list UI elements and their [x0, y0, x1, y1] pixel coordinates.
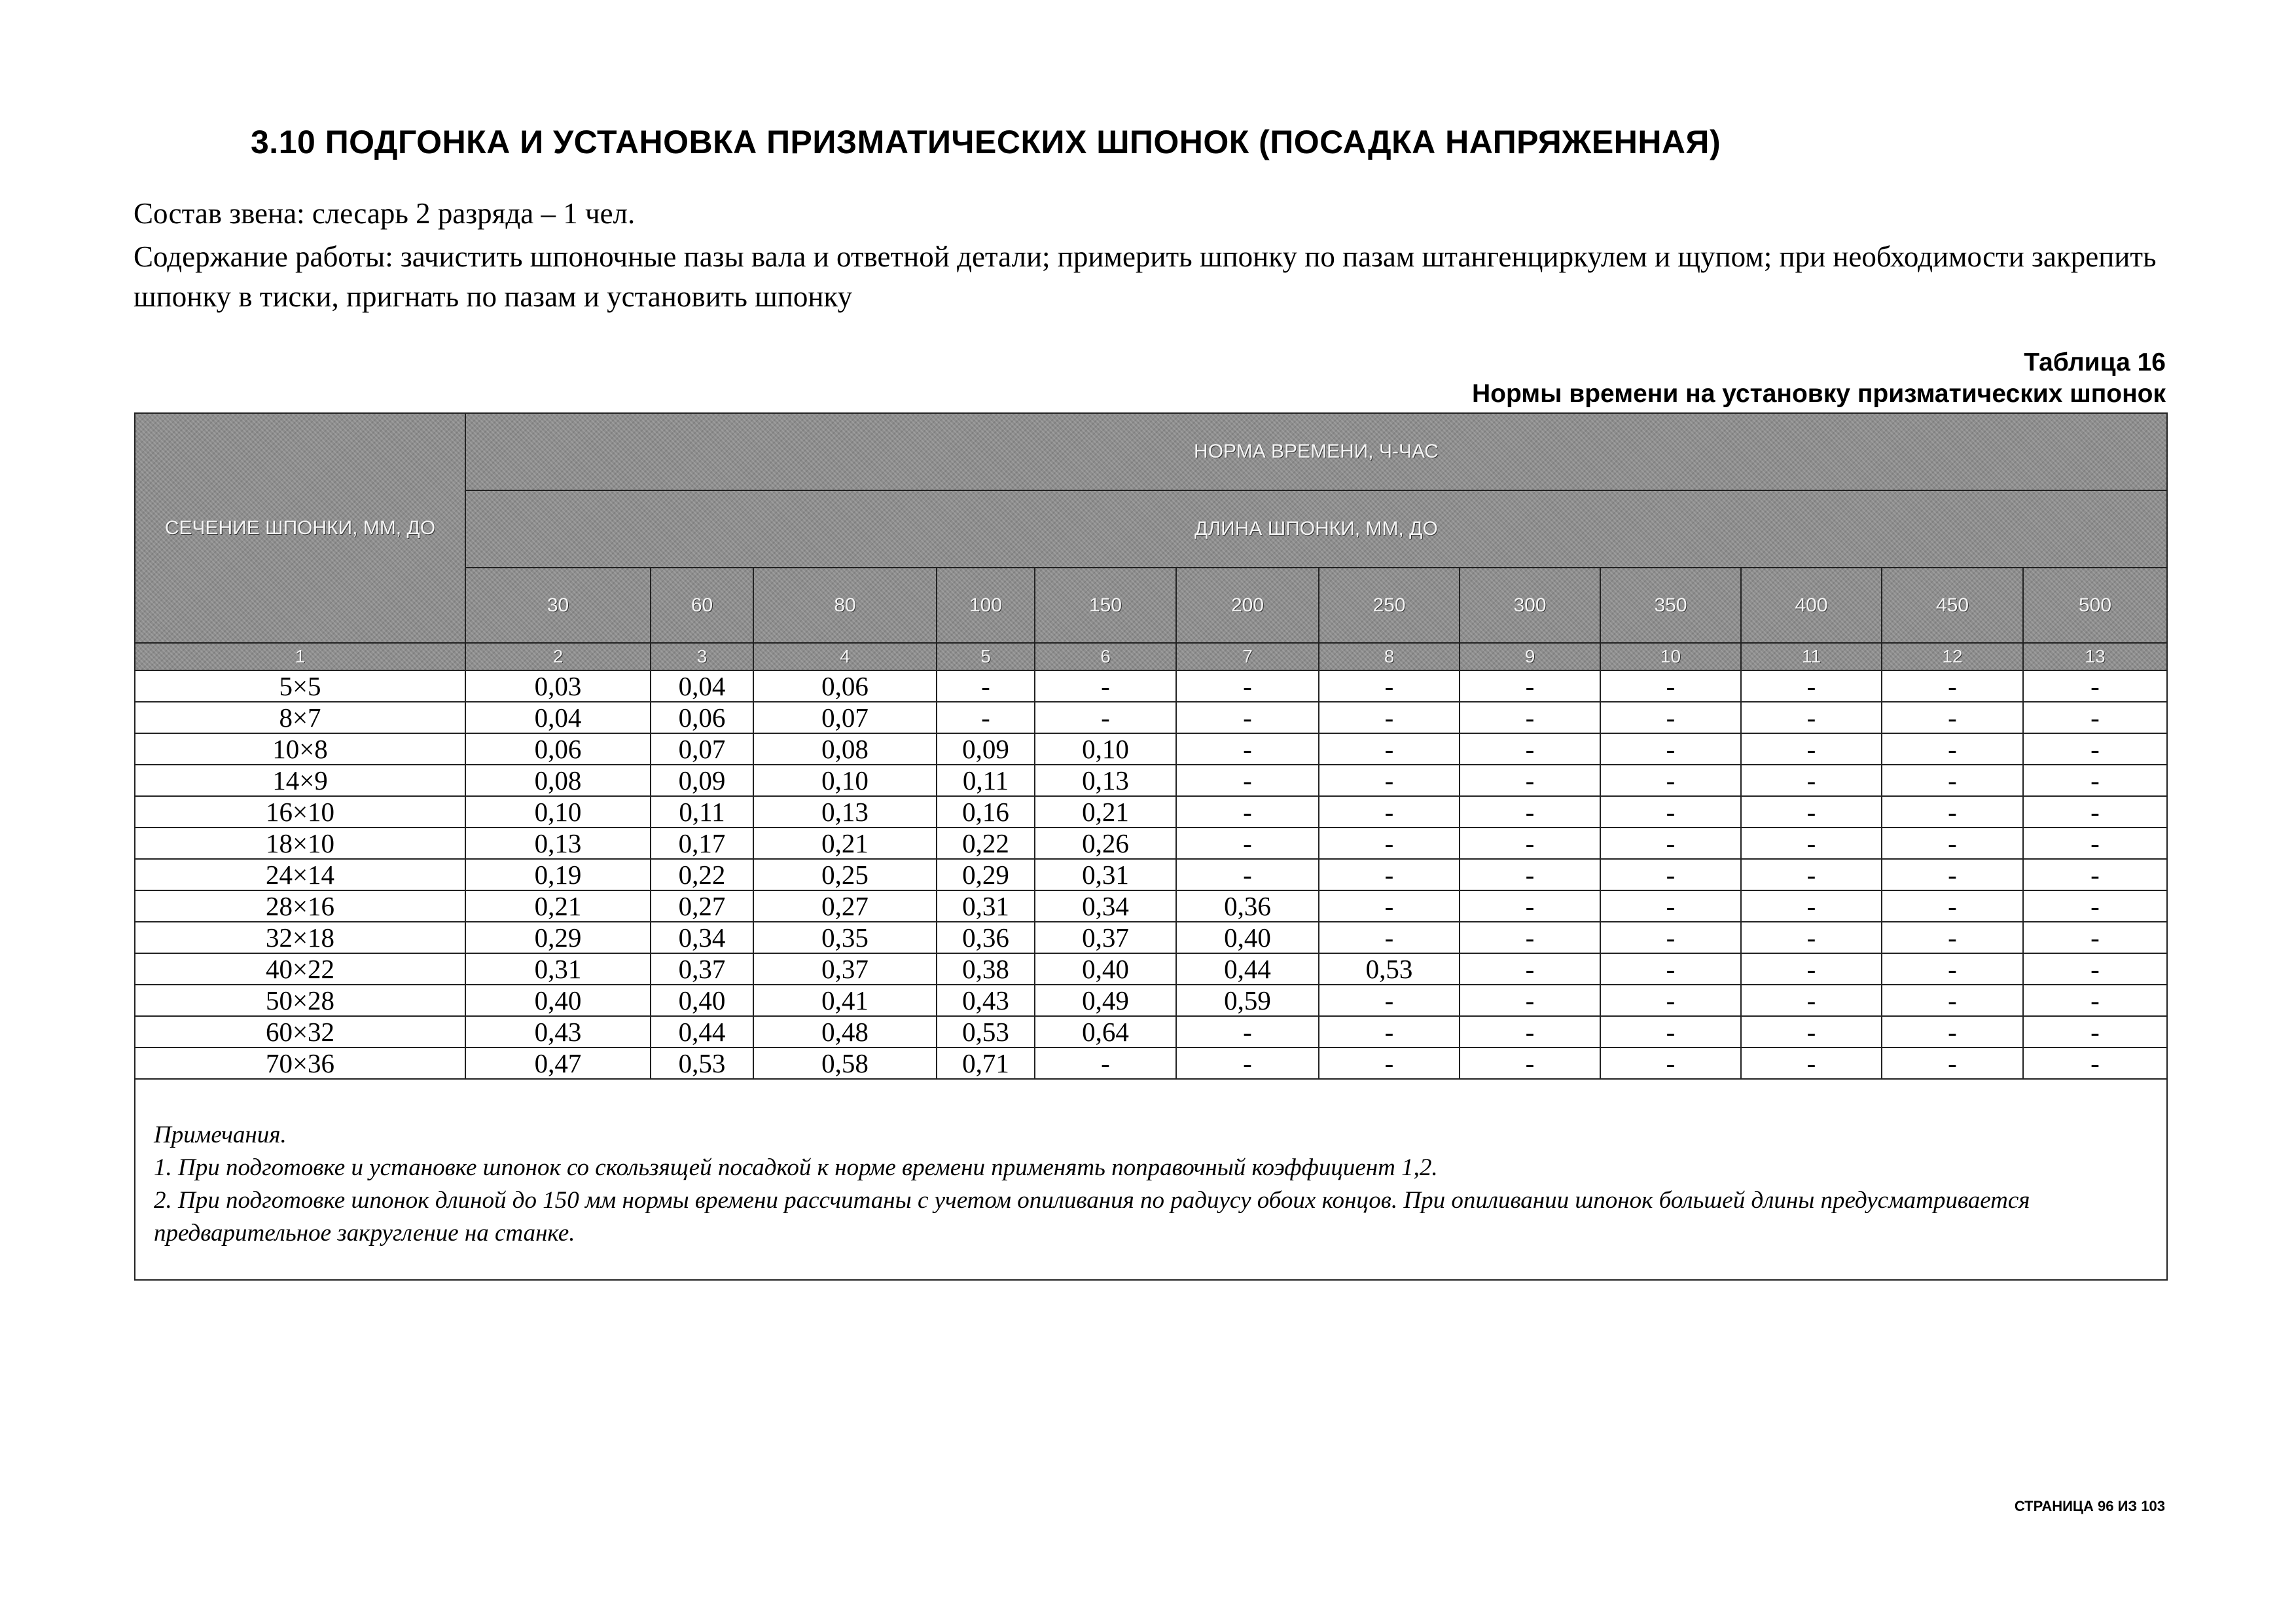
- time-norm-cell: 0,27: [651, 890, 753, 922]
- time-norm-cell: -: [1319, 702, 1460, 733]
- key-section-cell: 18×10: [135, 828, 465, 859]
- time-norm-cell: -: [1176, 765, 1319, 796]
- time-norm-cell: 0,59: [1176, 985, 1319, 1016]
- time-norm-cell: 0,53: [937, 1016, 1035, 1048]
- time-norm-cell: -: [1600, 1016, 1741, 1048]
- time-norm-cell: 0,64: [1035, 1016, 1176, 1048]
- time-norm-cell: -: [1741, 1048, 1882, 1079]
- time-norm-cell: -: [1176, 796, 1319, 828]
- time-norm-cell: -: [1600, 985, 1741, 1016]
- time-norm-cell: -: [1741, 765, 1882, 796]
- column-number: 9: [1460, 643, 1600, 670]
- time-norm-cell: 0,16: [937, 796, 1035, 828]
- time-norm-cell: 0,43: [465, 1016, 651, 1048]
- time-norm-cell: -: [1600, 890, 1741, 922]
- key-section-cell: 50×28: [135, 985, 465, 1016]
- time-norm-cell: -: [1319, 1048, 1460, 1079]
- time-norm-cell: 0,53: [651, 1048, 753, 1079]
- time-norm-cell: -: [1882, 985, 2023, 1016]
- notes-heading: Примечания.: [154, 1122, 287, 1148]
- column-number: 1: [135, 643, 465, 670]
- time-norm-cell: -: [2023, 922, 2167, 953]
- table-number: Таблица 16: [2024, 348, 2166, 376]
- time-norm-cell: -: [1176, 1016, 1319, 1048]
- time-norm-cell: -: [1319, 922, 1460, 953]
- time-norm-cell: 0,11: [651, 796, 753, 828]
- time-norm-cell: -: [1460, 733, 1600, 765]
- time-norms-table: [134, 412, 2168, 1281]
- time-norm-cell: 0,19: [465, 859, 651, 890]
- time-norm-cell: -: [1600, 953, 1741, 985]
- key-section-cell: 14×9: [135, 765, 465, 796]
- column-number: 11: [1741, 643, 1882, 670]
- time-norm-cell: -: [1176, 859, 1319, 890]
- time-norm-cell: 0,49: [1035, 985, 1176, 1016]
- time-norm-cell: -: [1741, 890, 1882, 922]
- time-norm-cell: -: [1319, 985, 1460, 1016]
- time-norm-cell: -: [1741, 985, 1882, 1016]
- time-norm-cell: 0,29: [937, 859, 1035, 890]
- note-item: 1. При подготовке и установке шпонок со скользящей посадкой к норме времени применять поправочный коэффициент 1,2.: [154, 1154, 1438, 1181]
- time-norm-cell: -: [1319, 733, 1460, 765]
- time-norm-cell: 0,34: [1035, 890, 1176, 922]
- time-norm-cell: -: [1600, 1048, 1741, 1079]
- length-col-header: 500: [2023, 568, 2167, 643]
- time-norm-cell: -: [1319, 765, 1460, 796]
- time-norm-cell: -: [1319, 796, 1460, 828]
- time-norm-cell: 0,03: [465, 670, 651, 702]
- key-section-cell: 70×36: [135, 1048, 465, 1079]
- table-row: [135, 953, 2167, 985]
- length-header: ДЛИНА ШПОНКИ, ММ, ДО: [465, 490, 2167, 568]
- column-number: 2: [465, 643, 651, 670]
- length-col-header: 250: [1319, 568, 1460, 643]
- key-section-cell: 28×16: [135, 890, 465, 922]
- table-row: [135, 985, 2167, 1016]
- time-norm-cell: -: [1460, 796, 1600, 828]
- time-norm-cell: -: [1741, 859, 1882, 890]
- time-norm-cell: 0,36: [937, 922, 1035, 953]
- notes-row: [135, 1079, 2167, 1280]
- table-caption: Нормы времени на установку призматических шпонок: [1471, 380, 2166, 408]
- table-row: [135, 702, 2167, 733]
- page-title: 3.10 ПОДГОНКА И УСТАНОВКА ПРИЗМАТИЧЕСКИХ ШПОНОК (ПОСАДКА НАПРЯЖЕННАЯ): [251, 124, 1721, 160]
- time-norm-cell: -: [1882, 1016, 2023, 1048]
- table-row: [135, 828, 2167, 859]
- column-number: 4: [753, 643, 937, 670]
- time-norm-cell: -: [1600, 796, 1741, 828]
- time-norm-cell: -: [1882, 828, 2023, 859]
- key-section-cell: 10×8: [135, 733, 465, 765]
- length-col-header: 150: [1035, 568, 1176, 643]
- time-norm-cell: -: [1600, 702, 1741, 733]
- time-norm-cell: -: [1035, 702, 1176, 733]
- time-norm-cell: -: [1035, 670, 1176, 702]
- time-norm-cell: -: [1176, 702, 1319, 733]
- key-section-cell: 8×7: [135, 702, 465, 733]
- time-norm-cell: 0,37: [753, 953, 937, 985]
- key-section-cell: 40×22: [135, 953, 465, 985]
- time-norm-cell: -: [1741, 733, 1882, 765]
- time-norm-cell: -: [2023, 796, 2167, 828]
- time-norm-cell: 0,11: [937, 765, 1035, 796]
- time-norm-cell: -: [1882, 953, 2023, 985]
- key-section-cell: 60×32: [135, 1016, 465, 1048]
- length-col-header: 100: [937, 568, 1035, 643]
- time-norm-cell: 0,06: [651, 702, 753, 733]
- time-norm-cell: 0,31: [937, 890, 1035, 922]
- time-norm-cell: 0,41: [753, 985, 937, 1016]
- length-col-header: 300: [1460, 568, 1600, 643]
- time-norm-cell: -: [1882, 890, 2023, 922]
- time-norm-cell: 0,09: [937, 733, 1035, 765]
- key-section-cell: 24×14: [135, 859, 465, 890]
- time-norm-cell: 0,48: [753, 1016, 937, 1048]
- time-norm-cell: 0,13: [465, 828, 651, 859]
- time-norm-cell: 0,44: [651, 1016, 753, 1048]
- crew-composition: Состав звена: слесарь 2 разряда – 1 чел.: [134, 197, 636, 230]
- time-norm-cell: -: [1882, 765, 2023, 796]
- time-norm-cell: -: [2023, 1048, 2167, 1079]
- time-norm-cell: -: [1600, 733, 1741, 765]
- time-norm-cell: -: [2023, 670, 2167, 702]
- length-col-header: 30: [465, 568, 651, 643]
- section-header: СЕЧЕНИЕ ШПОНКИ, ММ, ДО: [135, 413, 465, 643]
- time-norm-cell: -: [1882, 1048, 2023, 1079]
- column-number: 5: [937, 643, 1035, 670]
- key-section-cell: 32×18: [135, 922, 465, 953]
- time-norm-cell: 0,04: [465, 702, 651, 733]
- time-norm-cell: 0,08: [753, 733, 937, 765]
- time-norm-cell: -: [2023, 765, 2167, 796]
- time-norm-cell: -: [1600, 670, 1741, 702]
- time-norm-cell: -: [1460, 890, 1600, 922]
- time-norm-cell: -: [1319, 1016, 1460, 1048]
- time-norm-cell: 0,40: [651, 985, 753, 1016]
- time-norm-cell: -: [1741, 702, 1882, 733]
- time-norm-cell: -: [1460, 922, 1600, 953]
- time-norm-cell: -: [1882, 702, 2023, 733]
- column-number: 6: [1035, 643, 1176, 670]
- time-norm-cell: 0,08: [465, 765, 651, 796]
- table-row: [135, 796, 2167, 828]
- column-number: 12: [1882, 643, 2023, 670]
- time-norm-cell: -: [1460, 1048, 1600, 1079]
- column-number: 8: [1319, 643, 1460, 670]
- table-row: [135, 670, 2167, 702]
- time-norm-cell: 0,17: [651, 828, 753, 859]
- time-norm-cell: -: [1176, 733, 1319, 765]
- time-norm-cell: -: [1882, 670, 2023, 702]
- column-number: 13: [2023, 643, 2167, 670]
- note-item: 2. При подготовке шпонок длиной до 150 мм нормы времени рассчитаны с учетом опиливания по радиусу обоих концов. При опиливании шпонок большей длины предусматривается предварительное закругление на станке.: [154, 1187, 2030, 1247]
- time-norm-cell: -: [1600, 828, 1741, 859]
- table-row: [135, 859, 2167, 890]
- time-norm-cell: -: [1741, 922, 1882, 953]
- time-norm-cell: 0,38: [937, 953, 1035, 985]
- time-norm-cell: 0,40: [1035, 953, 1176, 985]
- table-row: [135, 733, 2167, 765]
- time-norm-cell: -: [1882, 922, 2023, 953]
- time-norm-cell: 0,31: [465, 953, 651, 985]
- time-norm-cell: 0,40: [465, 985, 651, 1016]
- time-norm-cell: -: [1741, 796, 1882, 828]
- time-norm-cell: 0,21: [465, 890, 651, 922]
- time-norm-cell: -: [1176, 670, 1319, 702]
- time-norm-cell: 0,10: [465, 796, 651, 828]
- table-row: [135, 890, 2167, 922]
- time-norm-cell: 0,13: [753, 796, 937, 828]
- time-norm-cell: -: [1460, 953, 1600, 985]
- column-number: 3: [651, 643, 753, 670]
- table-row: [135, 1048, 2167, 1079]
- time-norm-cell: -: [2023, 702, 2167, 733]
- time-norm-cell: -: [1319, 670, 1460, 702]
- table-row: [135, 1016, 2167, 1048]
- time-norm-cell: -: [1460, 985, 1600, 1016]
- time-norm-cell: -: [2023, 1016, 2167, 1048]
- time-norm-cell: -: [1176, 828, 1319, 859]
- time-norm-cell: -: [1600, 922, 1741, 953]
- time-norm-cell: -: [2023, 985, 2167, 1016]
- notes: [135, 1079, 2167, 1280]
- time-norm-cell: 0,37: [651, 953, 753, 985]
- time-norm-cell: -: [2023, 733, 2167, 765]
- length-col-header: 60: [651, 568, 753, 643]
- time-norm-cell: 0,22: [651, 859, 753, 890]
- time-norm-cell: 0,58: [753, 1048, 937, 1079]
- time-norm-cell: -: [1319, 890, 1460, 922]
- time-norm-cell: -: [2023, 828, 2167, 859]
- time-norm-cell: -: [1741, 1016, 1882, 1048]
- work-content: Содержание работы: зачистить шпоночные пазы вала и ответной детали; примерить шпонку по пазам штангенциркулем и щупом; при необходимости закрепить шпонку в тиски, пригнать по пазам и установить шпонку: [134, 240, 2157, 313]
- time-norm-cell: -: [1600, 859, 1741, 890]
- time-norm-cell: 0,26: [1035, 828, 1176, 859]
- time-norm-cell: -: [1176, 1048, 1319, 1079]
- time-norm-cell: -: [1460, 765, 1600, 796]
- time-norm-cell: -: [1460, 828, 1600, 859]
- column-number: 10: [1600, 643, 1741, 670]
- time-norm-cell: 0,71: [937, 1048, 1035, 1079]
- length-col-header: 450: [1882, 568, 2023, 643]
- time-norm-cell: 0,07: [753, 702, 937, 733]
- time-norm-cell: -: [1460, 702, 1600, 733]
- time-norm-cell: 0,10: [753, 765, 937, 796]
- time-norm-cell: 0,25: [753, 859, 937, 890]
- time-norm-cell: 0,53: [1319, 953, 1460, 985]
- length-col-header: 200: [1176, 568, 1319, 643]
- time-norm-cell: 0,10: [1035, 733, 1176, 765]
- time-norm-cell: -: [1460, 670, 1600, 702]
- time-norm-cell: 0,27: [753, 890, 937, 922]
- time-norm-cell: 0,47: [465, 1048, 651, 1079]
- time-norm-cell: 0,36: [1176, 890, 1319, 922]
- time-norm-cell: -: [1741, 828, 1882, 859]
- time-norm-cell: 0,43: [937, 985, 1035, 1016]
- column-number: 7: [1176, 643, 1319, 670]
- table-row: [135, 922, 2167, 953]
- time-norm-cell: -: [1319, 828, 1460, 859]
- key-section-cell: 16×10: [135, 796, 465, 828]
- time-norm-cell: 0,22: [937, 828, 1035, 859]
- time-norm-cell: -: [937, 702, 1035, 733]
- time-norm-cell: -: [1600, 765, 1741, 796]
- time-norm-header: НОРМА ВРЕМЕНИ, Ч-ЧАС: [465, 413, 2167, 490]
- time-norm-cell: -: [1741, 670, 1882, 702]
- time-norm-cell: 0,06: [465, 733, 651, 765]
- time-norm-cell: -: [1035, 1048, 1176, 1079]
- time-norm-cell: -: [2023, 859, 2167, 890]
- time-norm-cell: -: [937, 670, 1035, 702]
- time-norm-cell: 0,21: [753, 828, 937, 859]
- time-norm-cell: -: [1319, 859, 1460, 890]
- time-norm-cell: 0,07: [651, 733, 753, 765]
- time-norm-cell: 0,21: [1035, 796, 1176, 828]
- time-norm-cell: 0,40: [1176, 922, 1319, 953]
- length-col-header: 400: [1741, 568, 1882, 643]
- time-norm-cell: 0,31: [1035, 859, 1176, 890]
- time-norm-cell: 0,35: [753, 922, 937, 953]
- column-numbers-row: [135, 643, 2167, 670]
- key-section-cell: 5×5: [135, 670, 465, 702]
- time-norm-cell: -: [1460, 859, 1600, 890]
- page-number: СТРАНИЦА 96 ИЗ 103: [2014, 1498, 2165, 1514]
- time-norm-cell: 0,34: [651, 922, 753, 953]
- time-norm-cell: 0,04: [651, 670, 753, 702]
- time-norm-cell: -: [1882, 733, 2023, 765]
- time-norm-cell: -: [1882, 859, 2023, 890]
- time-norm-cell: -: [2023, 953, 2167, 985]
- time-norm-cell: -: [1741, 953, 1882, 985]
- time-norm-cell: -: [2023, 890, 2167, 922]
- time-norm-cell: -: [1460, 1016, 1600, 1048]
- length-col-header: 350: [1600, 568, 1741, 643]
- time-norm-cell: 0,13: [1035, 765, 1176, 796]
- time-norm-cell: 0,29: [465, 922, 651, 953]
- time-norm-cell: 0,09: [651, 765, 753, 796]
- length-col-header: 80: [753, 568, 937, 643]
- table-row: [135, 765, 2167, 796]
- time-norm-cell: 0,44: [1176, 953, 1319, 985]
- time-norm-cell: -: [1882, 796, 2023, 828]
- time-norm-cell: 0,06: [753, 670, 937, 702]
- time-norm-cell: 0,37: [1035, 922, 1176, 953]
